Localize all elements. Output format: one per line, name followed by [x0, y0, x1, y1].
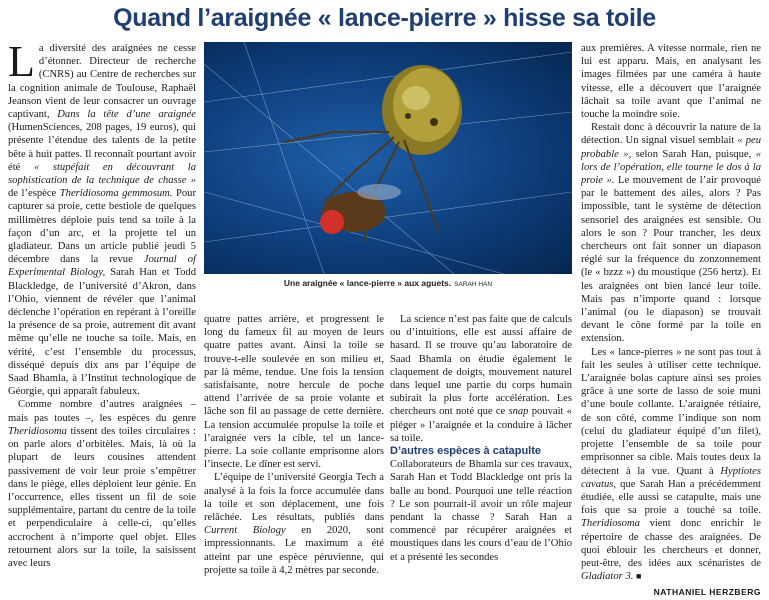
quote: « stupéfait en découvrant la sophistication de la technique de chasse »: [8, 161, 197, 187]
film-title: Gladiator 3.: [581, 571, 634, 583]
paragraph: quatre pattes arrière, et progressent le long du fameux fil au moyen de leurs quatre pattes avant. Ainsi la toile se trouve-t-elle soulevée en son milieu et, par là même, tendue. Une fois la tension satisfaisante, notre hercule de poche attend l’arrivée de sa proie volante et lâche son fil au passage de cette dernière. La tension accumulée propulse la toile et l’araignée vers la cible, tel un lance-pierre. La soie collante emprisonne alors l’insecte. Le dîner est servi.: [204, 314, 384, 471]
journal-name: Current Biology: [204, 525, 286, 537]
author-signature: NATHANIEL HERZBERG: [653, 587, 761, 598]
book-title: Dans la tête d’une araignée: [57, 109, 196, 121]
article-column-1: [8, 37, 197, 570]
species-name: Theridiosoma gemmosum.: [59, 188, 173, 200]
text-run: pouvait « piéger » l’araignée et la conduire à lâcher sa toile.: [390, 406, 572, 444]
text-run: Le mouvement de l’air provoqué par le battement des ailes, alors ? Pas impossible, tant le système de détection sensoriel des araignées est sensible. Ou alors le son ? Pour trancher, les deux chercheurs ont fait sonner un diapason réglé sur la fréquence du zonzonnement (le « bzzz ») du moustique (256 hertz). Et les araignées ont bien lancé leur toile. Mais pas n’importe quand : lorsque l’animal (ou le diapason) se trouvait devant le cône formé par la toile en extension.: [581, 175, 761, 345]
paragraph: [581, 121, 761, 345]
text-run: Pour capturer sa proie, cette bestiole de quelques millimètres déploie puis tend sa toile à la façon d’un arc, et la projette tel un gladiateur. Dans un article publié jeudi 5 décembre dans la revue: [8, 188, 196, 266]
photo-caption: [204, 278, 572, 292]
genus-name: Theridiosoma: [581, 518, 640, 530]
text-run: Les « lance-pierres » ne sont pas tout à fait les seules à utiliser cette technique. L’araignée bolas capture ainsi ses proies grâce à une sorte de lasso de soie muni d’une boule collante. L’araignée rétiaire, de son côté, comme l’indique son nom (celui du gladiateur équipé d’un filet), projette l’ensemble de sa toile pour emprisonner sa cible. Mais toutes deux la détectent à la vue. Quant à: [581, 346, 761, 477]
text-run: (HumenSciences, 208 pages, 19 euros), qui présente l’étendue des talents de la petite bête à huit pattes. Il reconnaît pourtant avoir été: [8, 122, 196, 173]
text-run: en 2020, sont impressionnants. Le maximum a été atteint par une espèce péruvienne, qui projette sa toile à 4,2 mètres par seconde.: [204, 525, 384, 576]
text-run: L’équipe de l’université Georgia Tech a analysé à la fois la force accumulée dans la toile et son déplacement, une fois relâchée. Les résultats, publiés dans: [204, 472, 384, 524]
article-column-4: [581, 42, 761, 600]
drop-cap: L: [8, 37, 35, 86]
article-column-3: [390, 313, 572, 564]
term: snap: [508, 406, 529, 418]
text-run: de l’espèce: [8, 188, 60, 200]
text-run: Sarah Han et Todd Blackledge, de l’université d’Akron, dans l’Ohio, viennent de révéler que l’animal déclenche l’opération en repérant à l’oreille la présence de sa proie, autrement dit avant même qu’elle ne touche sa toile. Mais, en vérité, c’est l’ensemble du processus, disséqué depuis dix ans par l’équipe de Saad Bhamla, à l’Institut technologique de Géorgie, qui apparaît fabuleux.: [8, 267, 196, 398]
text-run: La science n’est pas faite que de calculs ou d’intuitions, elle est aussi affaire de hasard. Il se trouve qu’au laboratoire de Saad Bhamla on étudie également le claquement de doigts, mouvement naturel dans lequel une partie du corps humain subirait la plus forte accélération. Les chercheurs ont noté que ce: [390, 314, 572, 418]
text-run: que Sarah Han a précédemment étudiée, elle aussi se catapulte, mais une fois que sa proie a touché sa toile.: [581, 478, 761, 517]
spider-photo: [204, 42, 572, 274]
journal-name: Journal of Experimental Biology,: [8, 254, 196, 279]
paragraph: [581, 346, 761, 584]
caption-text: Une araignée « lance-pierre » aux aguets.: [283, 278, 452, 288]
article-column-2: [204, 313, 384, 577]
text-run: tissent des toiles circulaires : on parle alors d’orbitèles. Mais, là où la plupart de leurs cousines attendent passivement de voir leur proie s’empêtrer dans le piège, elles déploient leur génie. En l’occurrence, elles tissent un fil de soie supplémentaire, partant du centre de la toile et perpendiculaire à celle-ci, qu’elles accrochent à n’importe quel objet. Elles retournent alors sur la toile, la saisissent avec leurs: [8, 425, 196, 569]
text-run: Restait donc à découvrir la nature de la détection. Un signal visuel semblait: [581, 122, 761, 147]
text-run: selon Sarah Han, puisque,: [631, 148, 756, 160]
paragraph: [390, 313, 572, 445]
quote: « lors de l’opération, elle tourne le dos à la proie ».: [581, 148, 761, 187]
species-name: Hyptiotes cavatus,: [581, 465, 761, 490]
end-mark: ■: [636, 571, 642, 582]
spider-illustration: [204, 42, 572, 274]
text-run: vient donc enrichir le répertoire de chasse des araignées. De quoi éblouir les chercheurs et donner, peut-être, des idées aux scénaristes de: [581, 518, 761, 569]
genus-name: Theridiosoma: [8, 425, 67, 437]
paragraph: aux premières. A vitesse normale, rien ne lui est apparu. Mais, en analysant les images filmées par une caméra à haute vitesse, elle a découvert que l’araignée lâchait sa toile avant que l’animal ne touche la moindre soie.: [581, 43, 761, 121]
paragraph: [204, 471, 384, 577]
headline: Quand l’araignée « lance-pierre » hisse sa toile: [113, 4, 656, 32]
paragraph: [8, 37, 197, 398]
paragraph: [8, 398, 196, 570]
text-run: a diversité des araignées ne cesse d’étonner. Directeur de recherche (CNRS) au Centre de recherches sur la cognition animale de Toulouse, Raphaël Jeanson vient de leur consacrer un ouvrage captivant,: [8, 43, 196, 121]
text-run: Comme nombre d’autres araignées – mais pas toutes –, les espèces du genre: [8, 399, 196, 424]
subheading: D’autres espèces à catapulte: [390, 445, 542, 458]
paragraph: Collaborateurs de Bhamla sur ces travaux, Sarah Han et Todd Blackledge ont pris la balle au bond. Pourquoi une telle réaction ? Le son pourrait-il avoir un rôle majeur pendant la chasse ? Sarah Han a commencé par récupérer araignées et moustiques dans les cours d’eau de l’Ohio et a présenté les secondes: [390, 459, 572, 563]
photo-credit: SARAH HAN: [454, 281, 493, 288]
quote: « peu probable »,: [581, 135, 761, 160]
